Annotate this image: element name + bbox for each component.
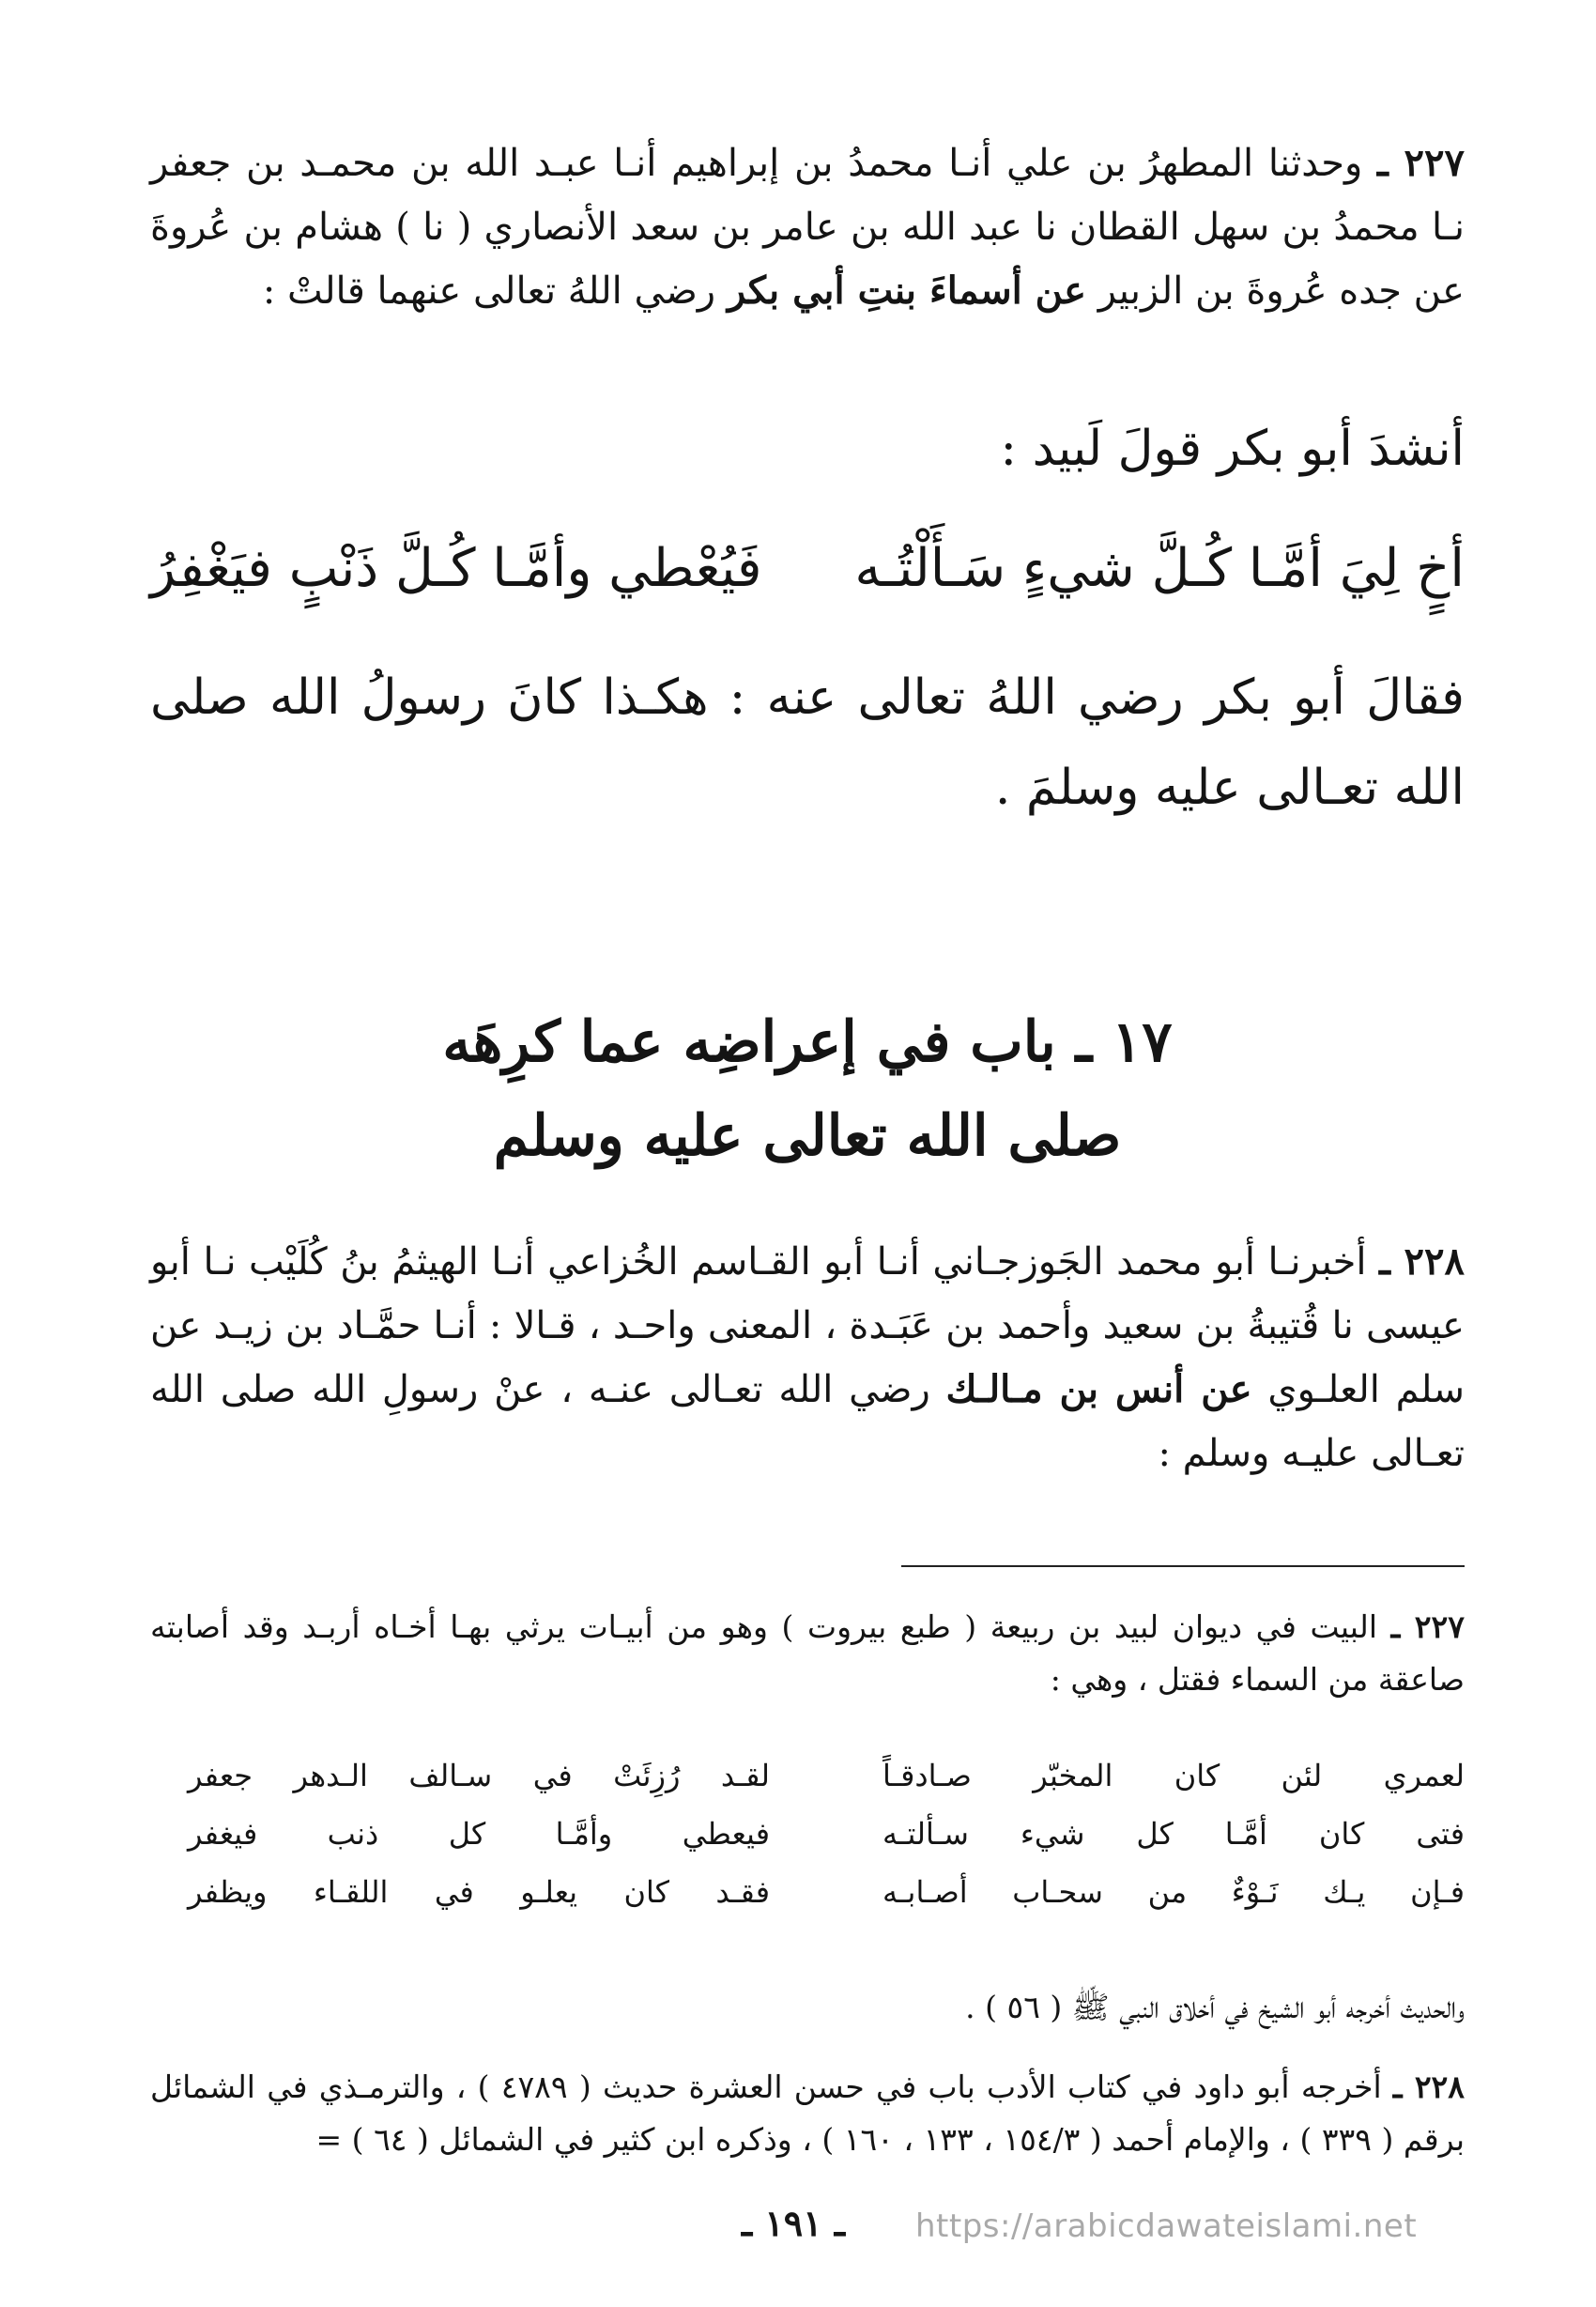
page-footer	[0, 2202, 1596, 2258]
poem-first-hemistich: فـإن يـك نَـوْءٌ من سحـاب أصـابـه	[882, 1874, 1465, 1910]
poem-row	[188, 1805, 1465, 1863]
poem-second-hemistich: فقـد كان يعلـو في اللقـاء ويظفر	[188, 1874, 770, 1910]
verse-second-hemistich: فَيُعْطي وأمَّـا كُـلَّ ذَنْبٍ فيَغْفِرُ	[150, 537, 762, 599]
hadith-number: ٢٢٧ ـ	[1376, 141, 1465, 185]
footnote-number: ٢٢٨ ـ	[1392, 2069, 1465, 2105]
poem-second-hemistich: فيعطي وأمَّـا كل ذنب فيغفر	[188, 1816, 770, 1852]
hadith-227	[150, 131, 1465, 323]
poetry-verse	[150, 526, 1465, 610]
footnote-228	[150, 2061, 1465, 2166]
chapter-subtitle: صلى الله تعالى عليه وسلم	[493, 1103, 1122, 1169]
poem-second-hemistich: لقـد رُزِئَتْ في سـالف الـدهر جعفر	[188, 1758, 770, 1793]
hadith-narrator: عن أسماءَ بنتِ أبي بكر	[727, 269, 1086, 313]
footnote-227-source: والحديث أخرجه أبو الشيخ في أخلاق النبي ﷺ ( ٥٦ ) .	[965, 1989, 1465, 2025]
poem-row	[188, 1863, 1465, 1921]
verse-first-hemistich: أخٍ لِيَ أمَّـا كُـلَّ شيءٍ سَـأَلْتُـه	[854, 537, 1465, 599]
footnote-divider	[901, 1565, 1465, 1567]
poem-first-hemistich: لعمري لئن كان المخبّر صـادقـاً	[882, 1758, 1465, 1793]
hadith-number: ٢٢٨ ـ	[1379, 1239, 1465, 1284]
footnote-text: البيت في ديوان لبيد بن ربيعة ( طبع بيروت ) وهو من أبيـات يرثي بهـا أخـاه أربـد وقد أصابته صاعقة من السماء فقتل ، وهي :	[150, 1608, 1465, 1698]
footnote-227	[150, 1601, 1465, 1706]
footnote-poem	[188, 1746, 1465, 1921]
hadith-text: رضي اللهُ تعالى عنهما قالتْ :	[262, 269, 728, 313]
watermark-url: https://arabicdawateislami.net	[915, 2207, 1418, 2245]
page-number: ـ ١٩١ ـ	[742, 2202, 845, 2244]
hadith-narrator: عن أنس بن مـالـك	[945, 1367, 1252, 1411]
recited-line: أنشدَ أبو بكر قولَ لَبيد :	[1000, 421, 1465, 477]
hadith-text: أخبرنـا أبو محمد الجَوزجـاني أنـا أبو القـاسم الخُزاعي أنـا الهيثمُ بنُ كُلَيْب نـا أبو عيسى نا قُتيبةُ بن سعيد وأحمد بن عَبَـدة ، المعنى واحـد ، قـالا : أنـا حمَّـاد بن زيـد عن سلم العلـوي	[150, 1240, 1466, 1411]
chapter-title: ١٧ ـ باب في إعراضِه عما كرِهَه	[442, 1009, 1173, 1075]
hadith-text: وحدثنا المطهرُ بن علي أنـا محمدُ بن إبراهيم أنـا عبـد الله بن محمـد بن جعفر نـا محمدُ بن سهل القطان نا عبد الله بن عامر بن سعد الأنصاري ( نا ) هشام بن عُروةَ عن جده عُروةَ بن الزبير	[150, 142, 1465, 313]
poem-row	[188, 1746, 1465, 1805]
hadith-text: رضي الله تعـالى عنـه ، عنْ رسولِ الله صلى الله تعـالى عليـه وسلم :	[150, 1368, 1465, 1475]
closing-text: فقالَ أبو بكر رضي اللهُ تعالى عنه : هكـذا كانَ رسولُ الله صلى الله تعـالى عليه وسلمَ .	[150, 669, 1465, 816]
footnote-number: ٢٢٧ ـ	[1390, 1608, 1465, 1645]
poem-first-hemistich: فتى كان أمَّـا كل شيء سـألتـه	[882, 1816, 1465, 1852]
footnote-text: أخرجه أبو داود في كتاب الأدب باب في حسن العشرة حديث ( ٤٧٨٩ ) ، والترمـذي في الشمائل برقم ( ٣٣٩ ) ، والإمام أحمد ( ١٥٤/٣ ، ١٣٣ ، ١٦٠ ) ، وذكره ابن كثير في الشمائل ( ٦٤ ) =	[150, 2069, 1465, 2158]
hadith-228	[150, 1230, 1465, 1485]
